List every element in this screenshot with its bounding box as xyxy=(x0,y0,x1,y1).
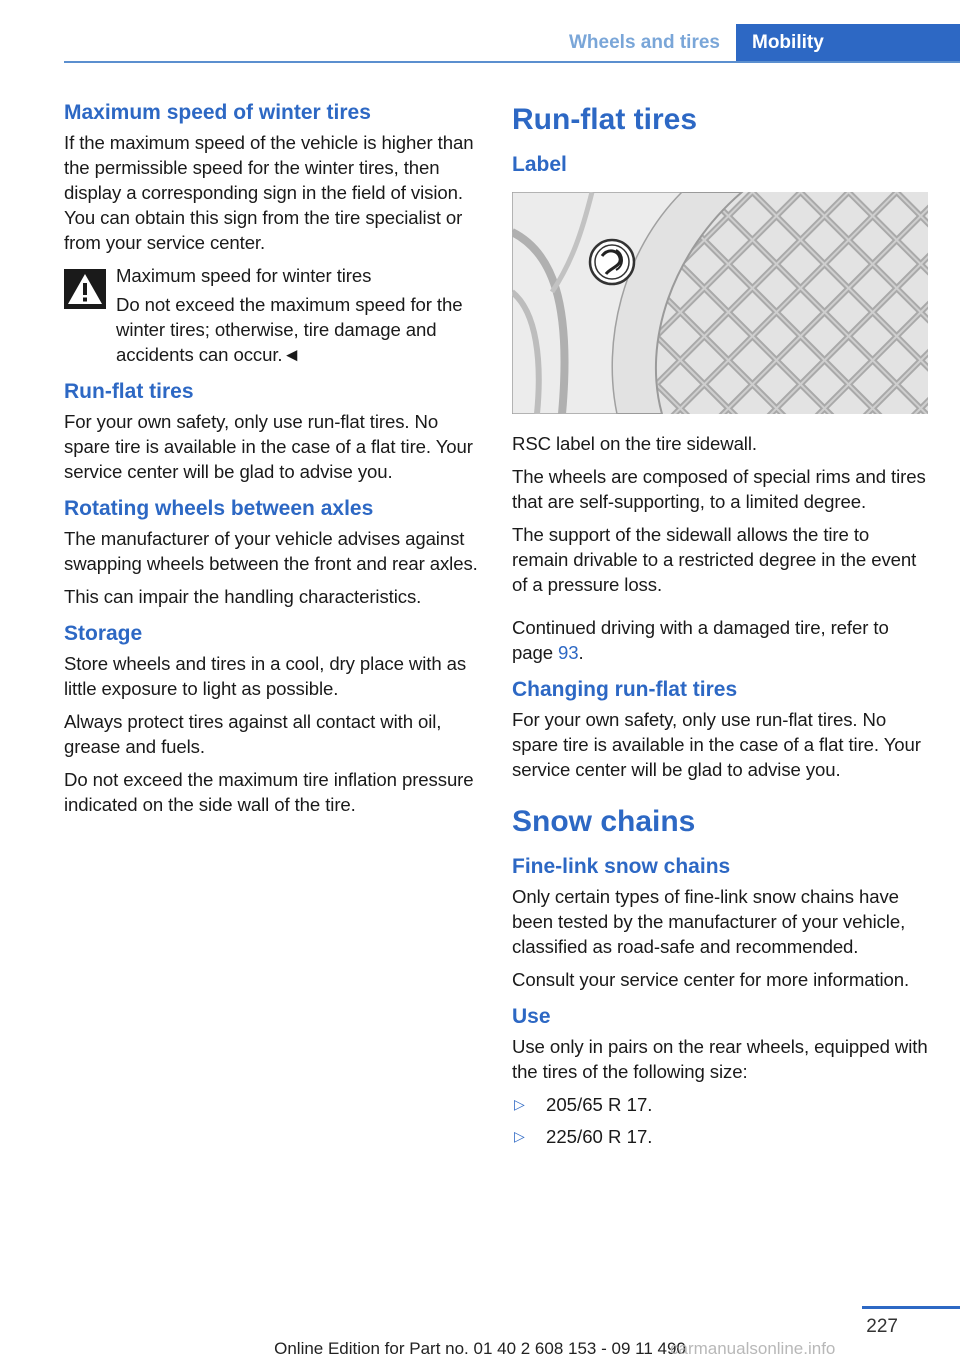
paragraph-winter-speed: If the maximum speed of the vehicle is higher than the permissible speed for the winter tires, then display a corresponding sign in the field of vision. You can obtain this sign from the tire specialist or from your service center. xyxy=(64,132,474,253)
triangle-bullet-icon: ▷ xyxy=(514,1128,525,1144)
paragraph-storage-2: Always protect tires against all contact with oil, grease and fuels. xyxy=(64,711,442,757)
tire-size-list xyxy=(512,1092,930,1149)
tire-sidewall-illustration xyxy=(512,192,928,414)
paragraph-storage-1: Store wheels and tires in a cool, dry place with as little exposure to light as possible. xyxy=(64,653,467,699)
paragraph-storage-3: Do not exceed the maximum tire inflation pressure indicated on the side wall of the tire. xyxy=(64,769,474,815)
paragraph-fine-link-1: Only certain types of fine-link snow chains have been tested by the manufacturer of your vehicle, classified as road-safe and recommended. xyxy=(512,886,906,957)
header-rule xyxy=(64,61,960,63)
heading-changing-run-flat: Changing run-flat tires xyxy=(512,678,738,701)
running-header-section: Wheels and tires xyxy=(569,32,720,53)
edition-line: Online Edition for Part no. 01 40 2 608 153 - 09 11 490 xyxy=(274,1339,686,1358)
heading-winter-speed: Maximum speed of winter tires xyxy=(64,101,371,124)
page-number: 227 xyxy=(866,1316,898,1337)
rsc-logo-icon xyxy=(590,240,634,284)
warning-text: Do not exceed the maximum speed for the winter tires; otherwise, tire damage and accidents can occur.◄ xyxy=(116,294,463,365)
watermark: carmanualsonline.info xyxy=(670,1339,836,1358)
page-reference-link[interactable]: 93 xyxy=(558,642,579,663)
paragraph-fine-link-2: Consult your service center for more information. xyxy=(512,969,910,990)
footer-rule xyxy=(862,1306,960,1309)
paragraph-changing-run-flat: For your own safety, only use run-flat tires. No spare tire is available in the case of a flat tire. Your service center will be glad to advise you. xyxy=(512,709,921,780)
warning-block xyxy=(64,263,482,367)
title-run-flat-tires: Run-flat tires xyxy=(512,103,698,136)
list-item: ▷ 205/65 R 17. xyxy=(514,1094,653,1115)
warning-triangle-icon xyxy=(64,269,106,309)
list-item: ▷ 225/60 R 17. xyxy=(514,1126,653,1147)
heading-fine-link: Fine-link snow chains xyxy=(512,855,731,878)
paragraph-label-1: The wheels are composed of special rims and tires that are self-supporting, to a limited degree. xyxy=(512,466,926,512)
paragraph-run-flat-left: For your own safety, only use run-flat tires. No spare tire is available in the case of a flat tire. Your service center will be glad to advise you. xyxy=(64,411,473,482)
title-snow-chains: Snow chains xyxy=(512,805,696,838)
paragraph-continued-driving: Continued driving with a damaged tire, refer to page 93. xyxy=(512,617,889,663)
warning-title: Maximum speed for winter tires xyxy=(116,265,372,286)
triangle-bullet-icon: ▷ xyxy=(514,1096,525,1112)
heading-storage: Storage xyxy=(64,622,143,645)
heading-run-flat-left: Run-flat tires xyxy=(64,380,194,403)
paragraph-rotating-1: The manufacturer of your vehicle advises against swapping wheels between the front and rear axles. xyxy=(64,528,478,574)
paragraph-label-2: The support of the sidewall allows the tire to remain drivable to a restricted degree in the event of a pressure loss. xyxy=(512,524,917,595)
heading-rotating-wheels: Rotating wheels between axles xyxy=(64,497,374,520)
running-header-chapter: Mobility xyxy=(736,24,960,62)
left-column xyxy=(64,100,482,825)
paragraph-rotating-2: This can impair the handling characteristics. xyxy=(64,586,422,607)
heading-use: Use xyxy=(512,1005,551,1028)
paragraph-use: Use only in pairs on the rear wheels, equipped with the tires of the following size: xyxy=(512,1036,928,1082)
right-column xyxy=(512,100,930,1156)
figure-caption: RSC label on the tire sidewall. xyxy=(512,433,757,454)
heading-label: Label xyxy=(512,153,567,176)
